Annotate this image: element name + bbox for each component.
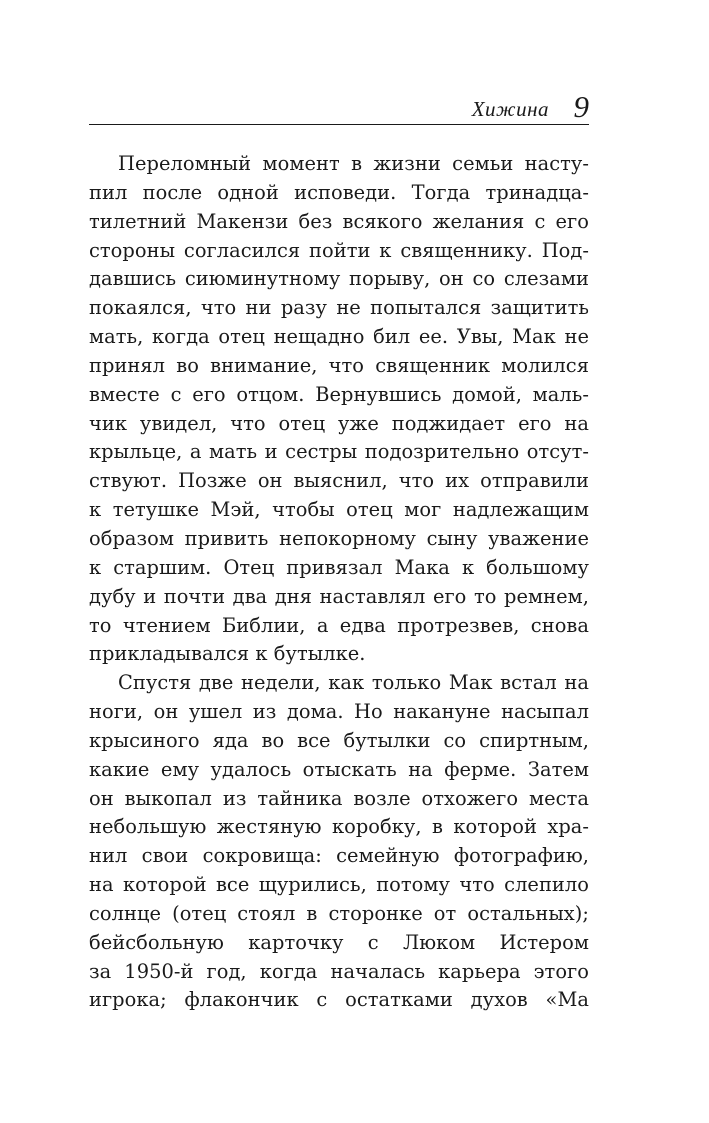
text-line: вместе с его отцом. Вернувшись домой, маль- [89, 382, 589, 406]
text-line: то чтением Библии, а едва протрезвев, снова [89, 613, 589, 637]
text-line: к тетушке Мэй, чтобы отец мог надлежащим [89, 498, 589, 522]
text-line: мать, когда отец нещадно бил ее. Увы, Мак не [89, 325, 589, 349]
text-line: дубу и почти два дня наставлял его то ремнем, [89, 584, 589, 608]
text-line: на которой все щурились, потому что слепило [89, 873, 589, 897]
text-line: солнце (отец стоял в сторонке от остальных); [89, 901, 589, 925]
body-text [89, 150, 589, 1015]
text-line: нил свои сокровища: семейную фотографию, [89, 844, 589, 868]
text-line: покаялся, что ни разу не попытался защитить [89, 296, 589, 320]
text-line: небольшую жестяную коробку, в которой хра- [89, 815, 589, 839]
text-line: тилетний Макензи без всякого желания с его [89, 209, 589, 233]
text-line: пил после одной исповеди. Тогда тринадца- [89, 180, 589, 204]
text-line: какие ему удалось отыскать на ферме. Затем [89, 757, 589, 781]
text-line: бейсбольную карточку с Люком Истером [89, 930, 589, 954]
page-number: 9 [573, 89, 589, 124]
text-line: он выкопал из тайника возле отхожего места [89, 786, 589, 810]
text-line: ноги, он ушел из дома. Но накануне насыпал [89, 700, 589, 724]
text-line: крыльце, а мать и сестры подозрительно отсут- [89, 440, 589, 464]
text-line: прикладывался к бутылке. [89, 642, 366, 666]
running-title: Хижина [471, 97, 549, 121]
text-line: к старшим. Отец привязал Мака к большому [89, 555, 589, 579]
text-line: стороны согласился пойти к священнику. Под- [89, 238, 589, 262]
text-line: крысиного яда во все бутылки со спиртным, [89, 728, 589, 752]
text-line: принял во внимание, что священник молился [89, 353, 589, 377]
text-line: образом привить непокорному сыну уважение [89, 526, 589, 550]
text-line: давшись сиюминутному порыву, он со слезами [89, 267, 589, 291]
text-line: чик увидел, что отец уже поджидает его на [89, 411, 589, 435]
text-line: Спустя две недели, как только Мак встал на [118, 671, 589, 695]
text-line: ствуют. Позже он выяснил, что их отправили [89, 469, 589, 493]
text-line: Переломный момент в жизни семьи насту- [118, 152, 589, 175]
running-header [89, 86, 589, 125]
text-line: за 1950-й год, когда началась карьера этого [89, 959, 589, 983]
text-line: игрока; флакончик с остатками духов «Ма [89, 988, 589, 1012]
